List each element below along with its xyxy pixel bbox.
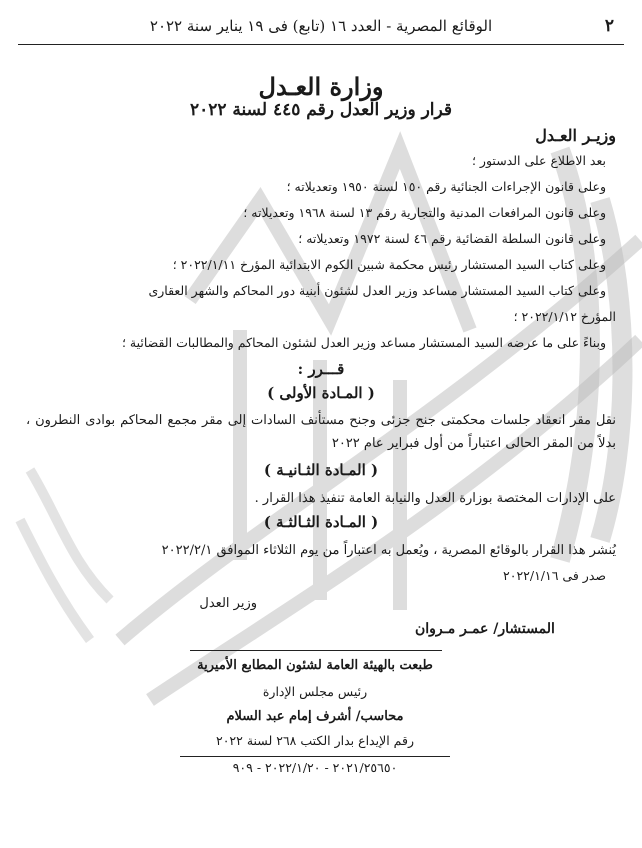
page-number: ٢ — [604, 16, 614, 36]
footer-rule — [190, 650, 442, 651]
printer-name: طبعت بالهيئة العامة لشئون المطابع الأميرية — [197, 658, 433, 673]
preamble-line: وعلى قانون السلطة القضائية رقم ٤٦ لسنة ١٩٧٢ وتعديلاته ؛ — [298, 231, 606, 246]
decree-title: قرار وزير العدل رقم ٤٤٥ لسنة ٢٠٢٢ — [189, 100, 453, 120]
page-header — [18, 14, 624, 45]
preamble-line: بعد الاطلاع على الدستور ؛ — [471, 153, 606, 168]
ministry-title: وزارة العـدل — [258, 72, 384, 101]
article-heading: ( المـادة الثـالثـة ) — [263, 513, 379, 531]
preamble-line: وعلى كتاب السيد المستشار مساعد وزير العدل لشئون أبنية دور المحاكم والشهر العقارى — [148, 283, 606, 298]
signature-name: المستشار/ عمـر مـروان — [415, 621, 555, 637]
preamble-line: وعلى قانون المرافعات المدنية والتجارية رقم ١٣ لسنة ١٩٦٨ وتعديلاته ؛ — [243, 205, 606, 220]
print-codes: ٢٠٢١/٢٥٦٥٠ - ٢٠٢٢/١/٢٠ - ٩٠٩ — [232, 760, 398, 775]
preamble-line: وعلى كتاب السيد المستشار رئيس محكمة شبين الكوم الابتدائية المؤرخ ٢٠٢٢/١/١١ ؛ — [172, 257, 606, 272]
article-text: يُنشر هذا القرار بالوقائع المصرية ، ويُعمل به اعتباراً من يوم الثلاثاء الموافق ٢٠٢٢/٢/١ — [161, 543, 616, 558]
article-text: نقل مقر انعقاد جلسات محكمتى جنح جزئى وجنح مستأنف السادات إلى مقر مجمع المحاكم بوادى النطرون ، بدلاً من المقر الحالى اعتباراً من أول فبراير عام ٢٠٢٢ — [26, 413, 616, 451]
issue-date: صدر فى ٢٠٢٢/١/١٦ — [503, 568, 606, 583]
chairman-title: رئيس مجلس الإدارة — [262, 684, 368, 699]
chairman-name: محاسب/ أشرف إمام عبد السلام — [226, 709, 404, 724]
article-text: على الإدارات المختصة بوزارة العدل والنيابة العامة تنفيذ هذا القرار . — [254, 491, 616, 506]
deposit-number: رقم الإيداع بدار الكتب ٢٦٨ لسنة ٢٠٢٢ — [216, 733, 414, 748]
decides-heading: قـــرر : — [297, 360, 345, 378]
preamble-line: وبناءً على ما عرضه السيد المستشار مساعد وزير العدل لشئون المحاكم والمطالبات القضائية ؛ — [121, 335, 606, 350]
article-heading: ( المـادة الثـانيـة ) — [263, 461, 379, 479]
footer-rule — [180, 756, 450, 757]
signature-title: وزير العدل — [199, 596, 257, 611]
running-title: الوقائع المصرية - العدد ١٦ (تابع) فى ١٩ يناير سنة ٢٠٢٢ — [149, 17, 493, 35]
article-heading: ( المـادة الأولى ) — [267, 384, 375, 402]
minister-heading: وزيـر العـدل — [535, 126, 616, 145]
preamble-line: وعلى قانون الإجراءات الجنائية رقم ١٥٠ لسنة ١٩٥٠ وتعديلاته ؛ — [286, 179, 606, 194]
preamble-line: المؤرخ ٢٠٢٢/١/١٢ ؛ — [513, 309, 616, 324]
